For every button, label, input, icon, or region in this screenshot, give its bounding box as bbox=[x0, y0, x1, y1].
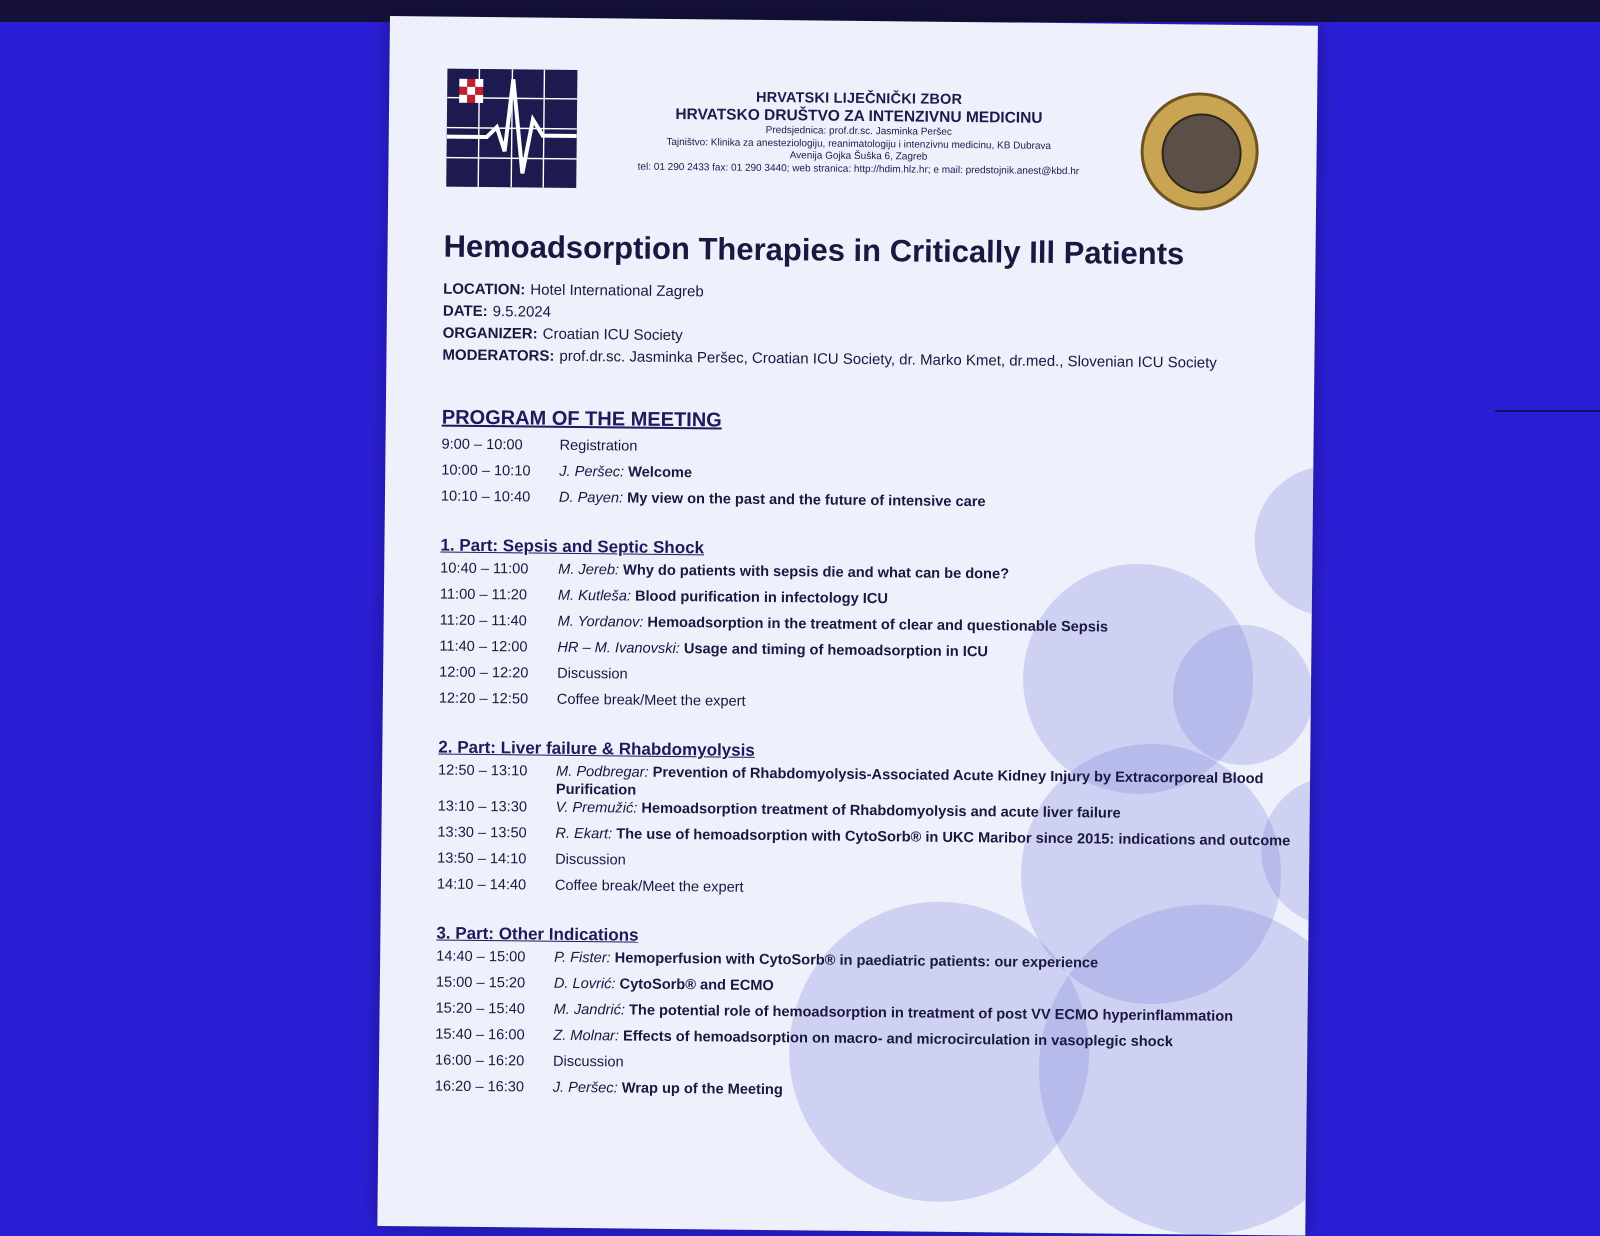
session-title: The potential role of hemoadsorption in treatment of post VV ECMO hyperinflammation bbox=[629, 1003, 1233, 1025]
session-title: Why do patients with sepsis die and what can be done? bbox=[623, 562, 1009, 582]
session-title: Hemoadsorption treatment of Rhabdomyolysis and acute liver failure bbox=[641, 801, 1120, 822]
program-heading: PROGRAM OF THE MEETING bbox=[442, 407, 1302, 439]
session-time: 13:10 – 13:30 bbox=[438, 798, 556, 825]
session-time: 11:40 – 12:00 bbox=[439, 638, 557, 665]
session-title: CytoSorb® and ECMO bbox=[619, 976, 773, 994]
meta-value: Croatian ICU Society bbox=[543, 326, 683, 344]
session-title: The use of hemoadsorption with CytoSorb® in UKC Maribor since 2015: indications and outcome bbox=[616, 826, 1290, 849]
society-name: HRVATSKO DRUŠTVO ZA INTENZIVNU MEDICINU bbox=[594, 105, 1124, 129]
session-time: 13:50 – 14:10 bbox=[437, 850, 555, 877]
event-details bbox=[442, 279, 1217, 375]
session-time: 14:10 – 14:40 bbox=[437, 876, 555, 903]
session-time: 13:30 – 13:50 bbox=[437, 824, 555, 851]
session-plain: Coffee break/Meet the expert bbox=[557, 692, 746, 710]
session-time: 16:00 – 16:20 bbox=[435, 1052, 553, 1079]
session-plain: Discussion bbox=[555, 852, 626, 869]
session-time: 12:20 – 12:50 bbox=[439, 690, 557, 717]
session-speaker: V. Premužić: bbox=[556, 800, 638, 817]
session-title: Usage and timing of hemoadsorption in ICU bbox=[684, 641, 988, 660]
session-time: 11:20 – 11:40 bbox=[439, 612, 557, 639]
session-time: 12:00 – 12:20 bbox=[439, 664, 557, 691]
ecg-logo-graphic bbox=[446, 69, 577, 188]
session-time: 16:20 – 16:30 bbox=[435, 1078, 553, 1105]
seal-emblem-icon bbox=[1161, 113, 1242, 194]
session-speaker: D. Payen: bbox=[559, 490, 623, 507]
session-time: 15:20 – 15:40 bbox=[435, 1000, 553, 1027]
session-time: 10:00 – 10:10 bbox=[441, 462, 559, 489]
session-plain: Discussion bbox=[553, 1054, 624, 1071]
projector-top-edge bbox=[0, 0, 1600, 22]
society-ecg-logo bbox=[446, 69, 577, 188]
part-heading: 3. Part: Other Indications bbox=[436, 924, 1296, 953]
session-time: 9:00 – 10:00 bbox=[441, 436, 559, 463]
session-plain: Registration bbox=[559, 438, 637, 455]
session-time: 10:10 – 10:40 bbox=[441, 488, 559, 515]
org-name: HRVATSKI LIJEČNIČKI ZBOR bbox=[594, 88, 1124, 110]
session-speaker: D. Lovrić: bbox=[554, 976, 616, 993]
session-speaker: M. Yordanov: bbox=[558, 614, 644, 631]
session-title: Blood purification in infectology ICU bbox=[635, 589, 888, 608]
session-time: 14:40 – 15:00 bbox=[436, 948, 554, 975]
session-speaker: M. Jereb: bbox=[558, 562, 619, 579]
session-title: Hemoperfusion with CytoSorb® in paediatric patients: our experience bbox=[615, 950, 1099, 971]
hlz-seal-logo bbox=[1140, 92, 1259, 211]
session-title: Wrap up of the Meeting bbox=[622, 1080, 783, 1098]
session-speaker: J. Peršec: bbox=[553, 1080, 618, 1097]
session-plain: Discussion bbox=[557, 666, 628, 683]
session-speaker: J. Peršec: bbox=[559, 464, 624, 481]
letterhead bbox=[593, 88, 1124, 179]
session-speaker: M. Jandrić: bbox=[554, 1002, 626, 1019]
session-title: Welcome bbox=[628, 465, 692, 482]
screen-edge-line bbox=[1495, 410, 1600, 412]
session-title: My view on the past and the future of intensive care bbox=[627, 491, 986, 511]
session-time: 15:40 – 16:00 bbox=[435, 1026, 553, 1053]
meta-value: Hotel International Zagreb bbox=[530, 281, 704, 300]
program-of-meeting bbox=[435, 407, 1302, 1113]
session-plain: Coffee break/Meet the expert bbox=[555, 878, 744, 896]
president: Predsjednica: prof.dr.sc. Jasminka Peršec bbox=[594, 123, 1124, 141]
session-speaker: R. Ekart: bbox=[555, 826, 612, 843]
checkerboard-icon bbox=[459, 79, 483, 103]
session-time: 11:00 – 11:20 bbox=[440, 586, 558, 613]
secretariat: Tajništvo: Klinika za anesteziologiju, reanimatologiju i intenzivnu medicinu, KB Dubrava bbox=[594, 136, 1124, 154]
meta-label: ORGANIZER: bbox=[443, 325, 538, 343]
part-heading: 2. Part: Liver failure & Rhabdomyolysis bbox=[438, 738, 1298, 767]
projected-document bbox=[377, 16, 1318, 1236]
session-title: Hemoadsorption in the treatment of clear and questionable Sepsis bbox=[647, 615, 1108, 636]
meta-label: MODERATORS: bbox=[442, 347, 554, 365]
meta-value: 9.5.2024 bbox=[493, 303, 552, 321]
session-title: Effects of hemoadsorption on macro- and microcirculation in vasoplegic shock bbox=[623, 1028, 1173, 1050]
part-heading: 1. Part: Sepsis and Septic Shock bbox=[440, 536, 1300, 565]
meta-label: DATE: bbox=[443, 303, 488, 320]
meta-label: LOCATION: bbox=[443, 281, 525, 299]
session-time: 15:00 – 15:20 bbox=[436, 974, 554, 1001]
session-time: 10:40 – 11:00 bbox=[440, 560, 558, 587]
session-time: 12:50 – 13:10 bbox=[438, 762, 556, 799]
session-speaker: Z. Molnar: bbox=[553, 1028, 619, 1045]
session-speaker: M. Kutleša: bbox=[558, 588, 631, 605]
document-title: Hemoadsorption Therapies in Critically Ill Patients bbox=[443, 229, 1303, 274]
contact-line: tel: 01 290 2433 fax: 01 290 3440; web stranica: http://hdim.hlz.hr; e mail: predstojnik.anest@kbd.hr bbox=[593, 161, 1123, 179]
session-speaker: P. Fister: bbox=[554, 950, 611, 967]
session-speaker: HR – M. Ivanovski: bbox=[557, 640, 680, 657]
session-speaker: M. Podbregar: bbox=[556, 764, 649, 781]
address: Avenija Gojka Šuška 6, Zagreb bbox=[593, 148, 1123, 166]
meta-value: prof.dr.sc. Jasminka Peršec, Croatian ICU Society, dr. Marko Kmet, dr.med., Slovenian ICU Society bbox=[559, 348, 1217, 372]
session-title: Prevention of Rhabdomyolysis-Associated Acute Kidney Injury by Extracorporeal Blood Purification bbox=[556, 765, 1264, 799]
